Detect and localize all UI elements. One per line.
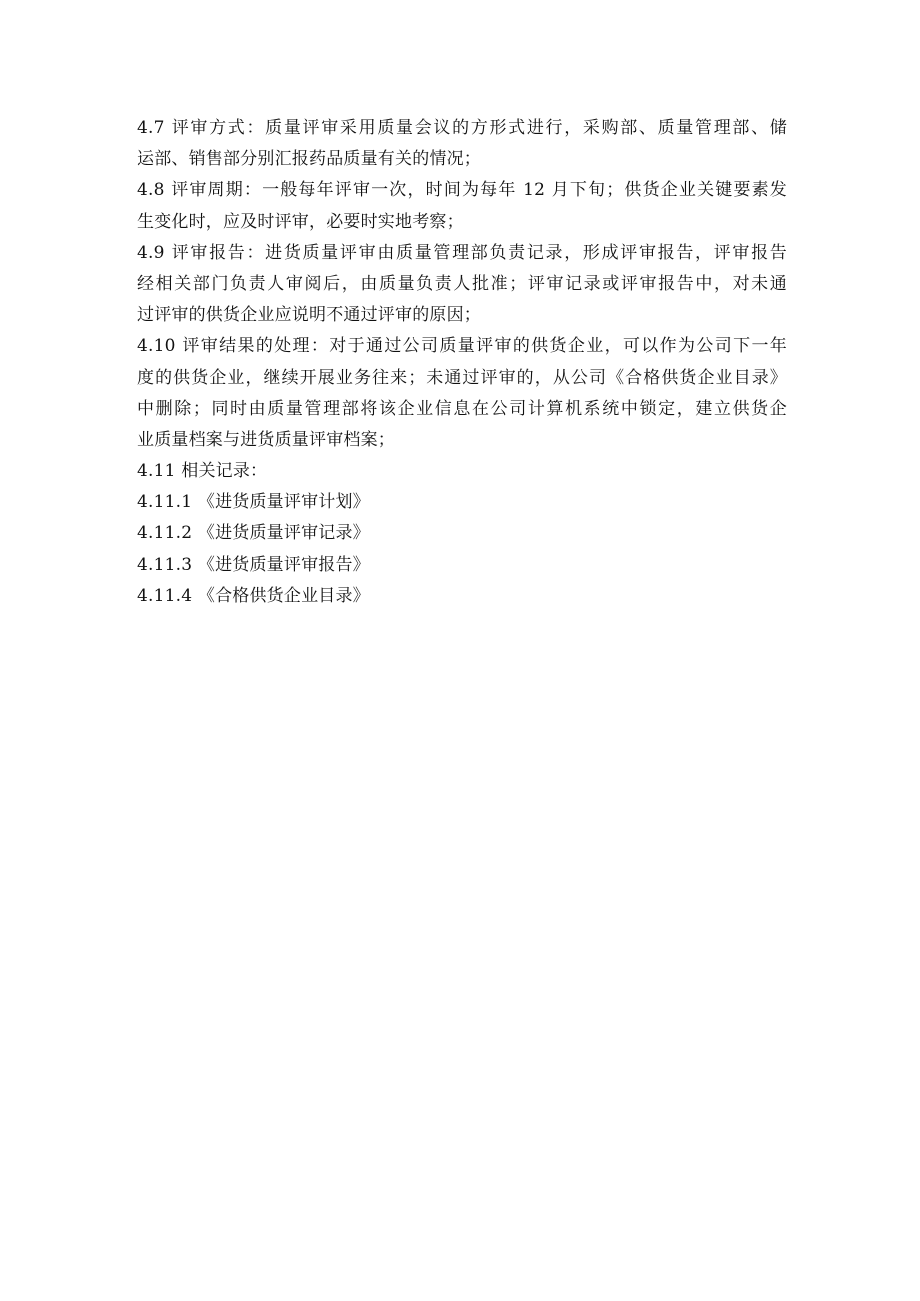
text-line: 4.8 评审周期：一般每年评审一次，时间为每年 12 月下旬；供货企业关键要素发	[137, 180, 787, 201]
document-body	[137, 113, 787, 612]
text-line: 4.11 相关记录：	[137, 461, 268, 482]
text-line: 经相关部门负责人审阅后，由质量负责人批准；评审记录或评审报告中，对未通	[137, 273, 787, 294]
text-line: 过评审的供货企业应说明不通过评审的原因；	[137, 305, 481, 326]
text-line: 4.11.2 《进货质量评审记录》	[137, 523, 370, 544]
text-line: 4.11.3 《进货质量评审报告》	[137, 554, 370, 575]
text-line: 业质量档案与进货质量评审档案；	[137, 429, 395, 450]
text-line: 4.11.4 《合格供货企业目录》	[137, 585, 370, 606]
text-line: 运部、销售部分别汇报药品质量有关的情况；	[137, 149, 481, 170]
text-line: 4.10 评审结果的处理：对于通过公司质量评审的供货企业，可以作为公司下一年	[137, 336, 787, 357]
text-line: 4.9 评审报告：进货质量评审由质量管理部负责记录，形成评审报告，评审报告	[137, 242, 787, 263]
text-line: 生变化时，应及时评审，必要时实地考察；	[137, 211, 464, 232]
text-line: 4.7 评审方式：质量评审采用质量会议的方形式进行，采购部、质量管理部、储	[137, 118, 787, 138]
text-line: 度的供货企业，继续开展业务往来；未通过评审的，从公司《合格供货企业目录》	[137, 367, 787, 388]
text-line: 中删除；同时由质量管理部将该企业信息在公司计算机系统中锁定，建立供货企	[137, 398, 787, 419]
text-line: 4.11.1 《进货质量评审计划》	[137, 492, 370, 513]
